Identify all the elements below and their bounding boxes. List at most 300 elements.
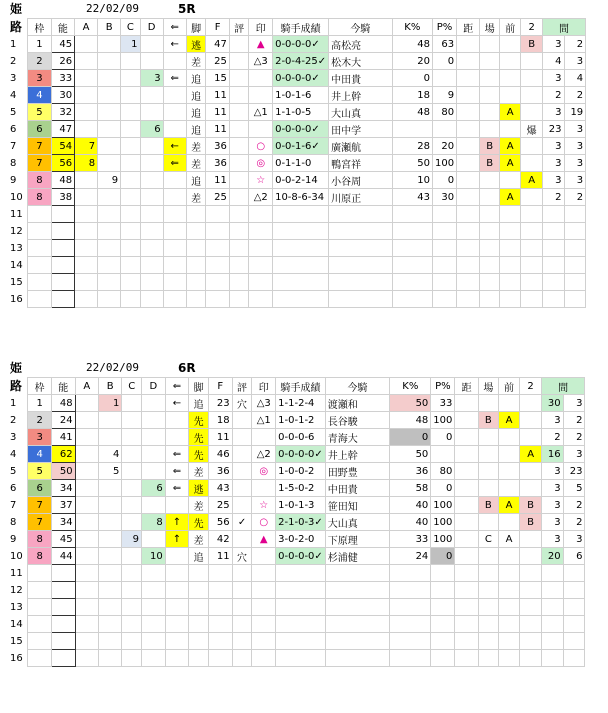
interval-cell: 3	[542, 172, 564, 189]
empty-cell	[163, 206, 186, 223]
empty-cell	[431, 565, 455, 582]
empty-cell	[165, 565, 188, 582]
c-cell	[122, 429, 142, 446]
ability-cell: 45	[51, 36, 75, 53]
interval-cell: 3	[541, 497, 563, 514]
empty-cell	[51, 257, 75, 274]
jockey-record-cell: 1-0-1-2	[276, 412, 326, 429]
header-row	[8, 19, 608, 36]
empty-cell	[455, 599, 479, 616]
empty-cell	[541, 633, 563, 650]
k-percent-cell: 0	[392, 70, 432, 87]
table-row	[8, 497, 608, 514]
empty-cell	[142, 599, 166, 616]
row-number: 16	[10, 293, 23, 305]
jockey-name-cell: 渡瀬和	[325, 395, 390, 412]
empty-cell	[276, 616, 326, 633]
running-style-cell: 先	[189, 429, 209, 446]
empty-cell	[28, 206, 51, 223]
mark-cell: △3	[252, 395, 276, 412]
mark-cell: ◎	[252, 463, 276, 480]
empty-cell	[142, 565, 166, 582]
f-cell: 11	[208, 548, 232, 565]
table-row	[8, 548, 608, 565]
empty-cell	[478, 633, 498, 650]
empty-cell	[521, 223, 542, 240]
jockey-record-cell: 1-1-0-5	[273, 104, 329, 121]
empty-cell	[457, 240, 480, 257]
row-number: 3	[10, 72, 17, 84]
c-cell	[122, 395, 142, 412]
second-cell	[521, 138, 542, 155]
empty-cell	[329, 206, 393, 223]
d-cell	[142, 531, 166, 548]
k-percent-cell	[392, 121, 432, 138]
column-header: 場	[478, 378, 498, 395]
second-cell: A	[520, 446, 542, 463]
row-number: 8	[10, 516, 17, 528]
row-number: 6	[10, 482, 17, 494]
header-row	[8, 378, 608, 395]
a-cell	[75, 412, 98, 429]
gate-cell: 2	[28, 412, 52, 429]
a-cell: 7	[75, 138, 98, 155]
empty-cell	[28, 599, 52, 616]
ability-cell: 38	[51, 189, 75, 206]
previous-cell	[498, 395, 520, 412]
jockey-name-cell: 井上幹	[325, 446, 390, 463]
empty-cell	[99, 565, 122, 582]
interval-cell: 3	[541, 480, 563, 497]
f-cell: 15	[206, 70, 230, 87]
empty-cell	[140, 291, 163, 308]
empty-cell	[455, 633, 479, 650]
empty-cell	[165, 633, 188, 650]
arrow-cell	[163, 121, 186, 138]
empty-cell	[480, 223, 500, 240]
empty-cell	[75, 582, 98, 599]
interval2-cell: 2	[563, 497, 585, 514]
ability-cell: 41	[51, 429, 75, 446]
empty-cell	[121, 206, 140, 223]
empty-cell	[329, 240, 393, 257]
distance-cell	[455, 446, 479, 463]
second-cell: 爆	[521, 121, 542, 138]
table-row	[8, 138, 608, 155]
empty-row	[8, 650, 608, 667]
empty-cell	[186, 291, 206, 308]
mark-cell: ○	[252, 514, 276, 531]
b-cell	[98, 138, 121, 155]
empty-cell	[520, 650, 542, 667]
interval-cell: 3	[542, 36, 564, 53]
column-header: 印	[252, 378, 276, 395]
empty-cell	[392, 257, 432, 274]
interval2-cell: 5	[563, 480, 585, 497]
table-row	[8, 172, 608, 189]
course-cell	[480, 172, 500, 189]
course-cell	[478, 463, 498, 480]
previous-cell: A	[499, 155, 520, 172]
empty-cell	[99, 599, 122, 616]
empty-cell	[252, 616, 276, 633]
running-style-cell: 追	[189, 395, 209, 412]
race-date: 22/02/09	[86, 2, 139, 15]
b-cell	[99, 531, 122, 548]
empty-cell	[98, 291, 121, 308]
empty-cell	[457, 291, 480, 308]
jockey-name-cell: 長谷駿	[325, 412, 390, 429]
jockey-record-cell: 0-0-0-0✓	[276, 548, 326, 565]
empty-cell	[392, 240, 432, 257]
empty-cell	[140, 223, 163, 240]
empty-cell	[206, 240, 230, 257]
empty-cell	[273, 274, 329, 291]
gate-cell: 8	[28, 531, 52, 548]
empty-cell	[480, 274, 500, 291]
second-cell: B	[520, 514, 542, 531]
empty-cell	[163, 240, 186, 257]
jockey-name-cell: 笹田知	[325, 497, 390, 514]
p-percent-cell: 100	[431, 514, 455, 531]
row-number: 10	[10, 550, 23, 562]
jockey-name-cell: 青海大	[325, 429, 390, 446]
empty-cell	[542, 240, 564, 257]
p-percent-cell: 0	[431, 429, 455, 446]
empty-cell	[480, 291, 500, 308]
d-cell	[140, 172, 163, 189]
p-percent-cell: 63	[433, 36, 457, 53]
c-cell	[122, 463, 142, 480]
k-percent-cell: 10	[392, 172, 432, 189]
running-style-cell: 追	[186, 70, 206, 87]
f-cell: 11	[208, 429, 232, 446]
previous-cell: A	[499, 189, 520, 206]
jockey-record-cell: 0-1-1-0	[273, 155, 329, 172]
empty-cell	[521, 240, 542, 257]
empty-cell	[232, 582, 252, 599]
mark-cell: △2	[249, 189, 273, 206]
distance-cell	[457, 87, 480, 104]
column-header: 今騎	[329, 19, 393, 36]
empty-cell	[498, 616, 520, 633]
p-percent-cell: 100	[431, 412, 455, 429]
k-percent-cell: 0	[390, 429, 431, 446]
interval2-cell: 2	[564, 189, 586, 206]
jockey-record-cell: 0-0-0-0✓	[273, 121, 329, 138]
empty-cell	[206, 206, 230, 223]
column-header: 今騎	[325, 378, 390, 395]
row-number: 11	[10, 208, 23, 220]
b-cell	[98, 87, 121, 104]
jockey-record-cell: 2-0-4-25✓	[273, 53, 329, 70]
course-cell	[478, 514, 498, 531]
running-style-cell: 先	[189, 514, 209, 531]
course-cell	[480, 36, 500, 53]
f-cell: 36	[208, 463, 232, 480]
running-style-cell: 差	[189, 531, 209, 548]
empty-cell	[499, 240, 520, 257]
a-cell	[75, 548, 98, 565]
empty-cell	[390, 599, 431, 616]
f-cell: 25	[208, 497, 232, 514]
empty-cell	[28, 240, 51, 257]
empty-cell	[480, 206, 500, 223]
arrow-cell	[165, 429, 188, 446]
distance-cell	[455, 497, 479, 514]
mark-cell: ○	[249, 138, 273, 155]
empty-cell	[121, 291, 140, 308]
distance-cell	[457, 53, 480, 70]
column-header: 2	[521, 19, 542, 36]
b-cell: 9	[98, 172, 121, 189]
mark-cell: ▲	[249, 36, 273, 53]
p-percent-cell	[433, 70, 457, 87]
empty-cell	[229, 291, 249, 308]
empty-cell	[520, 599, 542, 616]
empty-cell	[325, 565, 390, 582]
running-style-cell: 先	[189, 446, 209, 463]
second-cell	[521, 53, 542, 70]
column-header: 評	[232, 378, 252, 395]
k-percent-cell: 40	[390, 497, 431, 514]
arrow-cell: ←	[163, 36, 186, 53]
empty-cell	[392, 291, 432, 308]
row-number: 4	[10, 448, 17, 460]
empty-cell	[28, 616, 52, 633]
column-header: A	[75, 378, 98, 395]
table-row	[8, 155, 608, 172]
empty-cell	[28, 291, 51, 308]
empty-row	[8, 206, 608, 223]
distance-cell	[455, 429, 479, 446]
interval-cell: 23	[542, 121, 564, 138]
empty-cell	[186, 206, 206, 223]
table-row	[8, 480, 608, 497]
p-percent-cell: 9	[433, 87, 457, 104]
jockey-record-cell: 0-0-0-0✓	[273, 36, 329, 53]
a-cell	[75, 172, 98, 189]
empty-cell	[541, 650, 563, 667]
a-cell	[75, 497, 98, 514]
empty-cell	[51, 633, 75, 650]
empty-cell	[252, 599, 276, 616]
row-number: 12	[10, 584, 23, 596]
empty-cell	[206, 257, 230, 274]
empty-cell	[121, 240, 140, 257]
interval2-cell: 3	[564, 121, 586, 138]
column-header: 前	[499, 19, 520, 36]
empty-cell	[232, 599, 252, 616]
evaluation-cell	[232, 412, 252, 429]
empty-cell	[564, 257, 586, 274]
empty-row	[8, 223, 608, 240]
empty-cell	[390, 650, 431, 667]
arrow-cell: ⇐	[165, 446, 188, 463]
previous-cell: A	[498, 497, 520, 514]
empty-cell	[189, 616, 209, 633]
table-row	[8, 463, 608, 480]
empty-cell	[276, 565, 326, 582]
distance-cell	[457, 36, 480, 53]
empty-cell	[75, 650, 98, 667]
arrow-cell	[163, 189, 186, 206]
empty-cell	[28, 565, 52, 582]
jockey-name-cell: 田中学	[329, 121, 393, 138]
empty-cell	[232, 565, 252, 582]
empty-cell	[457, 206, 480, 223]
c-cell	[121, 155, 140, 172]
interval2-cell: 3	[564, 53, 586, 70]
column-header: 間	[541, 378, 585, 395]
ability-cell: 62	[51, 446, 75, 463]
k-percent-cell: 18	[392, 87, 432, 104]
interval-cell: 2	[542, 87, 564, 104]
empty-cell	[478, 616, 498, 633]
column-header: 2	[520, 378, 542, 395]
column-header: 能	[51, 19, 75, 36]
gate-cell: 5	[28, 104, 51, 121]
f-cell: 46	[208, 446, 232, 463]
empty-cell	[541, 582, 563, 599]
d-cell	[140, 155, 163, 172]
row-number: 14	[10, 259, 23, 271]
empty-cell	[51, 206, 75, 223]
empty-cell	[563, 565, 585, 582]
interval-cell: 3	[541, 463, 563, 480]
arrow-cell	[165, 497, 188, 514]
gate-cell: 2	[28, 53, 51, 70]
jockey-record-cell: 0-0-0-0✓	[276, 446, 326, 463]
column-header: 騎手成績	[276, 378, 326, 395]
empty-cell	[208, 582, 232, 599]
a-cell: 8	[75, 155, 98, 172]
empty-cell	[122, 599, 142, 616]
row-number: 1	[10, 397, 17, 409]
ability-cell: 48	[51, 395, 75, 412]
a-cell	[75, 514, 98, 531]
mark-cell	[252, 548, 276, 565]
empty-cell	[390, 582, 431, 599]
empty-cell	[140, 274, 163, 291]
evaluation-cell	[232, 497, 252, 514]
empty-cell	[542, 274, 564, 291]
k-percent-cell: 48	[392, 104, 432, 121]
empty-cell	[276, 650, 326, 667]
race-number: 5R	[178, 2, 196, 16]
p-percent-cell: 30	[433, 189, 457, 206]
empty-cell	[51, 291, 75, 308]
empty-cell	[521, 274, 542, 291]
f-cell: 11	[206, 172, 230, 189]
a-cell	[75, 531, 98, 548]
empty-cell	[189, 650, 209, 667]
k-percent-cell: 43	[392, 189, 432, 206]
empty-cell	[98, 223, 121, 240]
p-percent-cell: 33	[431, 395, 455, 412]
a-cell	[75, 480, 98, 497]
empty-cell	[51, 582, 75, 599]
empty-cell	[499, 206, 520, 223]
empty-cell	[563, 633, 585, 650]
column-header: D	[142, 378, 166, 395]
column-header: 枠	[28, 378, 52, 395]
jockey-record-cell: 1-1-2-4	[276, 395, 326, 412]
a-cell	[75, 36, 98, 53]
course-cell	[480, 189, 500, 206]
a-cell	[75, 104, 98, 121]
jockey-name-cell: 鴨宮祥	[329, 155, 393, 172]
empty-cell	[480, 257, 500, 274]
jockey-name-cell: 廣瀬航	[329, 138, 393, 155]
empty-cell	[325, 616, 390, 633]
empty-cell	[142, 633, 166, 650]
empty-cell	[121, 257, 140, 274]
empty-cell	[273, 223, 329, 240]
d-cell	[142, 463, 166, 480]
column-header: 間	[542, 19, 585, 36]
mark-cell	[249, 121, 273, 138]
distance-cell	[455, 548, 479, 565]
arrow-cell	[163, 104, 186, 121]
f-cell: 25	[206, 53, 230, 70]
race-table	[8, 18, 608, 308]
empty-cell	[232, 650, 252, 667]
column-header: B	[99, 378, 122, 395]
gate-cell: 8	[28, 172, 51, 189]
k-percent-cell: 50	[392, 155, 432, 172]
a-cell	[75, 70, 98, 87]
column-header: 距	[457, 19, 480, 36]
race-date: 22/02/09	[86, 361, 139, 374]
empty-cell	[189, 633, 209, 650]
d-cell	[142, 429, 166, 446]
empty-cell	[121, 223, 140, 240]
empty-cell	[75, 616, 98, 633]
jockey-record-cell: 1-0-0-2	[276, 463, 326, 480]
column-header: P%	[433, 19, 457, 36]
previous-cell	[498, 463, 520, 480]
b-cell: 4	[99, 446, 122, 463]
empty-cell	[98, 257, 121, 274]
distance-cell	[457, 138, 480, 155]
empty-cell	[392, 206, 432, 223]
k-percent-cell: 50	[390, 395, 431, 412]
empty-cell	[499, 257, 520, 274]
evaluation-cell	[232, 480, 252, 497]
empty-row	[8, 565, 608, 582]
f-cell: 56	[208, 514, 232, 531]
empty-cell	[563, 599, 585, 616]
distance-cell	[457, 189, 480, 206]
ability-cell: 34	[51, 514, 75, 531]
empty-cell	[563, 582, 585, 599]
running-style-cell: 差	[189, 463, 209, 480]
second-cell	[521, 155, 542, 172]
running-style-cell: 差	[186, 138, 206, 155]
f-cell: 11	[206, 104, 230, 121]
mark-cell: ☆	[249, 172, 273, 189]
evaluation-cell: 穴	[232, 548, 252, 565]
empty-cell	[28, 257, 51, 274]
c-cell	[121, 70, 140, 87]
empty-cell	[431, 599, 455, 616]
running-style-cell: 追	[186, 87, 206, 104]
empty-cell	[75, 291, 98, 308]
course-cell	[478, 395, 498, 412]
empty-cell	[564, 240, 586, 257]
d-cell: 3	[140, 70, 163, 87]
